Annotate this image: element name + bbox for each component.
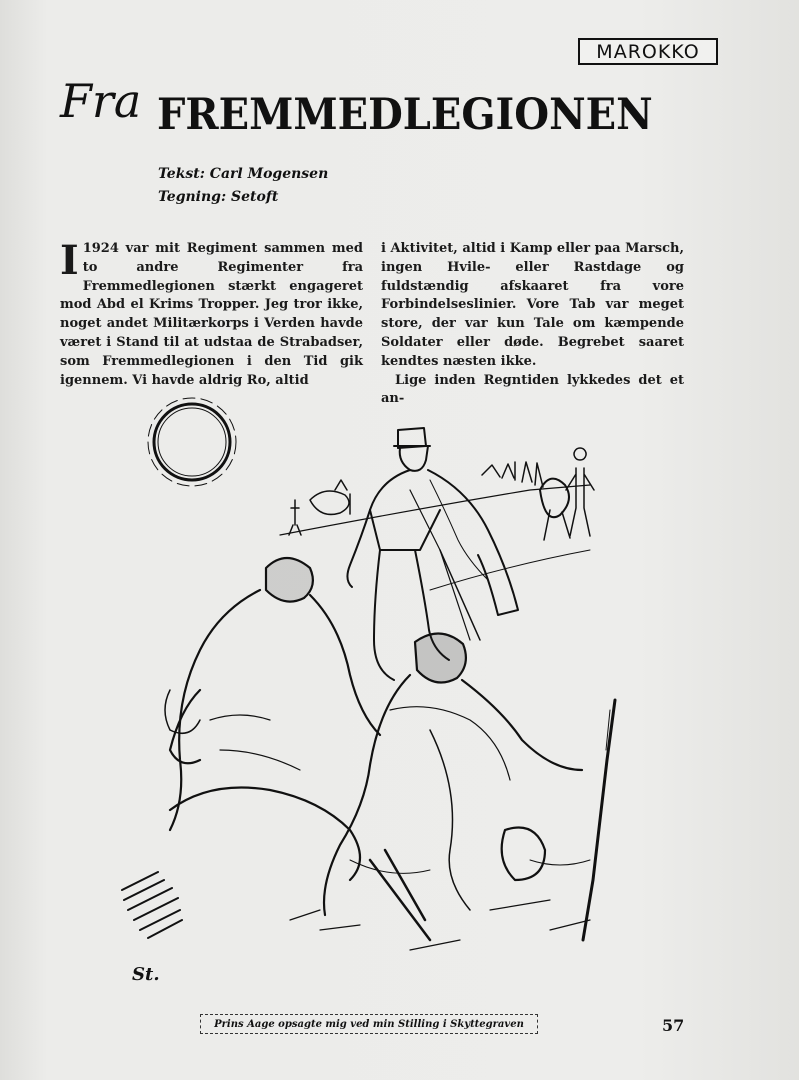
artist-signature — [132, 964, 160, 985]
byline-author: Tekst: Carl Mogensen — [158, 166, 329, 182]
article-column-left — [60, 237, 363, 390]
byline-illustrator: Tegning: Setoft — [158, 189, 279, 205]
distant-figures-right — [482, 448, 594, 540]
page-number: 57 — [662, 1016, 685, 1035]
svg-text:St.: St. — [132, 964, 160, 985]
legionnaire-illustration — [110, 390, 650, 990]
rifle — [583, 700, 615, 940]
article-title: FREMMEDLEGIONEN — [157, 90, 653, 140]
right-column-paragraph-2: Lige inden Regntiden lykkedes det et an- — [381, 372, 684, 407]
title-script-word: Fra — [60, 74, 142, 128]
article-column-right — [381, 240, 684, 409]
crouching-soldier-right — [324, 633, 582, 940]
right-column-paragraph-1: i Aktivitet, altid i Kamp eller paa Marsch, ingen Hvile- eller Rastdage og fuldstændig afskaaret fra vore Forbindelseslinier. Vore Tab var meget store, der var kun Tale om kæmpende Soldater eller døde. Begrebet saaret kendtes næsten ikke. — [381, 241, 684, 369]
drop-cap: I — [60, 237, 79, 284]
sun-drawing — [148, 398, 236, 486]
illustration-caption: Prins Aage opsagte mig ved min Stilling i Skyttegraven — [200, 1014, 538, 1034]
section-label: MAROKKO — [578, 38, 718, 65]
left-column-text: 1924 var mit Regiment sammen med to andre Regimenter fra Fremmedlegionen stærkt engageret mod Abd el Krims Tropper. Jeg tror ikke, noget andet Militærkorps i Verden havde været i Stand til at udstaa de Strabadser, som Fremmedlegionen i den Tid gik igennem. Vi havde aldrig Ro, altid — [60, 241, 363, 388]
distant-figures-left — [289, 480, 350, 535]
article-paragraph — [60, 237, 363, 390]
